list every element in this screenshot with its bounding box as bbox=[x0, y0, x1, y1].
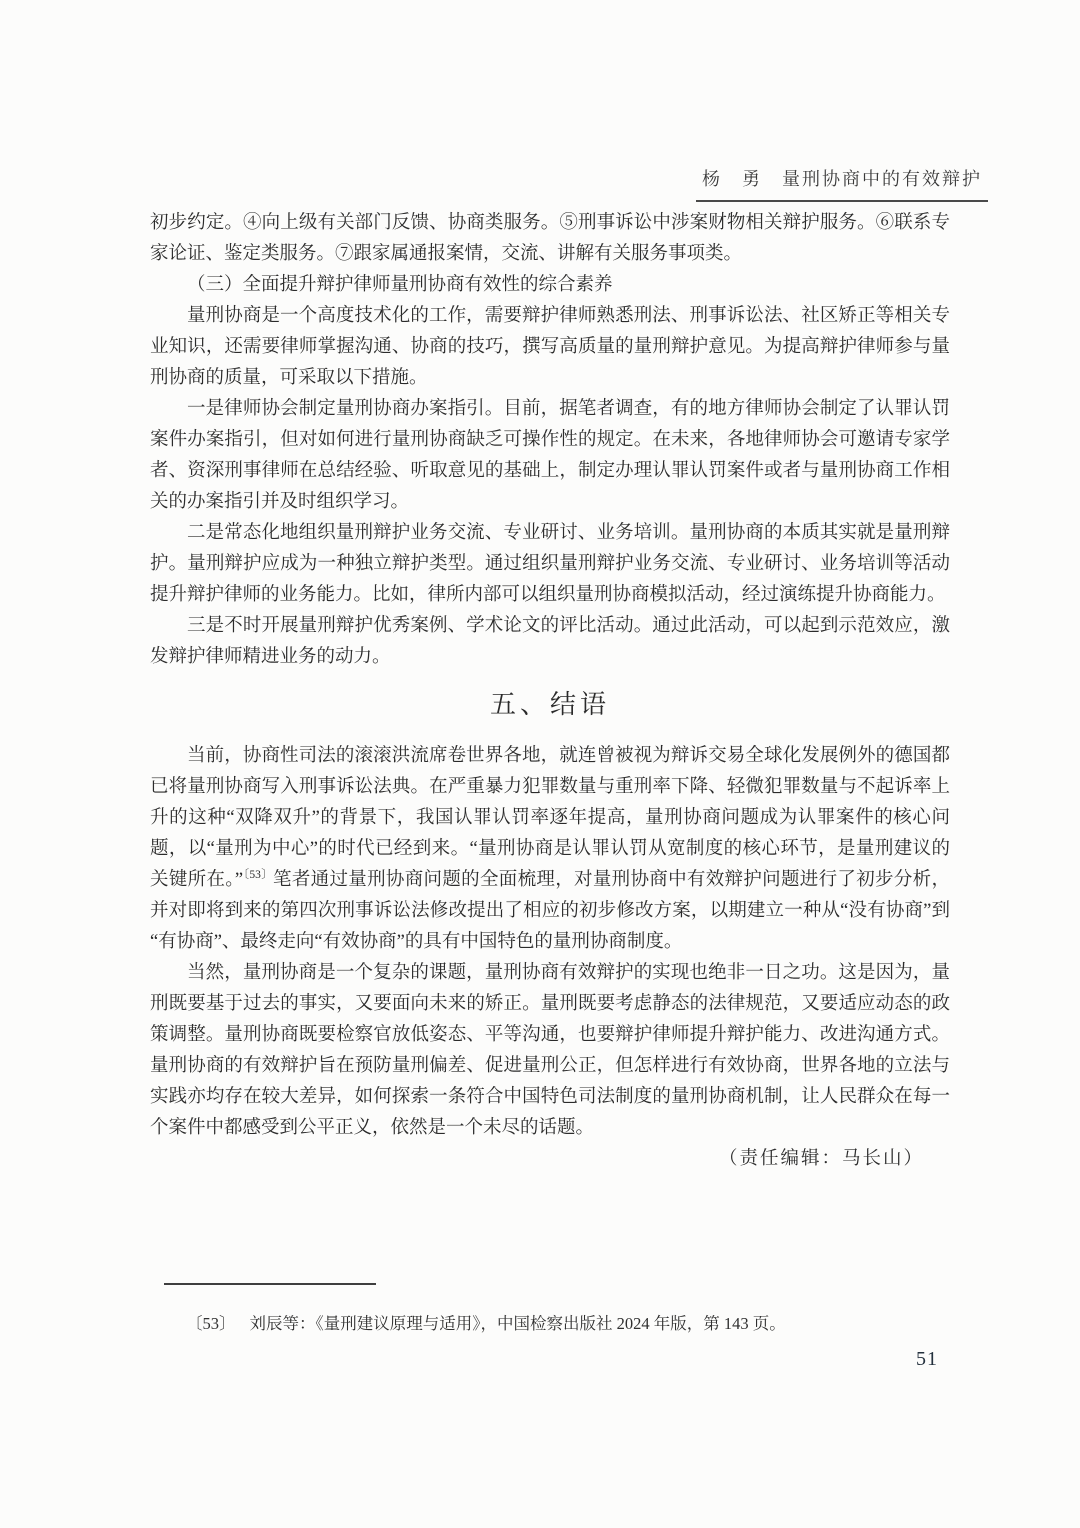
paragraph-measure-2: 二是常态化地组织量刑辩护业务交流、专业研讨、业务培训。量刑协商的本质其实就是量刑辩护。量刑辩护应成为一种独立辩护类型。通过组织量刑辩护业务交流、专业研讨、业务培训等活动提升辩护律师的业务能力。比如，律所内部可以组织量刑协商模拟活动，经过演练提升协商能力。 bbox=[150, 523, 950, 605]
footnote-separator-rule bbox=[164, 1283, 376, 1285]
footnote-53-marker: 〔53〕 bbox=[186, 1314, 236, 1333]
conclusion-1-text-b: 笔者通过量刑协商问题的全面梳理，对量刑协商中有效辩护问题进行了初步分析，并对即将到来的第四次刑事诉讼法修改提出了相应的初步修改方案，以期建立一种从“没有协商”到“有协商”、最终走向“有效协商”的具有中国特色的量刑协商制度。 bbox=[150, 870, 951, 952]
paragraph-measure-3: 三是不时开展量刑辩护优秀案例、学术论文的评比活动。通过此活动，可以起到示范效应，激发辩护律师精进业务的动力。 bbox=[150, 616, 950, 667]
subsection-heading-3: （三）全面提升辩护律师量刑协商有效性的综合素养 bbox=[187, 275, 613, 295]
running-head bbox=[696, 165, 988, 202]
paragraph-conclusion-2: 当然，量刑协商是一个复杂的课题，量刑协商有效辩护的实现也绝非一日之功。这是因为，量刑既要基于过去的事实，又要面向未来的矫正。量刑既要考虑静态的法律规范，又要适应动态的政策调整。量刑协商既要检察官放低姿态、平等沟通，也要辩护律师提升辩护能力、改进沟通方式。量刑协商的有效辩护旨在预防量刑偏差、促进量刑公正，但怎样进行有效协商，世界各地的立法与实践亦均存在较大差异，如何探索一条符合中国特色司法制度的量刑协商机制，让人民群众在每一个案件中都感受到公平正义，依然是一个未尽的话题。 bbox=[150, 963, 950, 1138]
paragraph-conclusion-1 bbox=[150, 741, 950, 958]
footnote-53 bbox=[150, 1311, 950, 1337]
running-head-title: 量刑协商中的有效辩护 bbox=[782, 169, 982, 189]
running-head-author: 杨 勇 bbox=[702, 169, 762, 189]
paragraph-measure-1: 一是律师协会制定量刑协商办案指引。目前，据笔者调查，有的地方律师协会制定了认罪认罚案件办案指引，但对如何进行量刑协商缺乏可操作性的规定。在未来，各地律师协会可邀请专家学者、资深刑事律师在总结经验、听取意见的基础上，制定办理认罪认罚案件或者与量刑协商工作相关的办案指引并及时组织学习。 bbox=[150, 399, 950, 512]
footnote-block bbox=[150, 1283, 950, 1337]
article-body bbox=[150, 208, 950, 1175]
page-number: 51 bbox=[916, 1348, 938, 1370]
editor-note: （责任编辑：马长山） bbox=[718, 1149, 924, 1169]
footnote-53-text: 刘辰等：《量刑建议原理与适用》，中国检察出版社 2024 年版，第 143 页。 bbox=[249, 1314, 786, 1333]
paragraph-intro: 量刑协商是一个高度技术化的工作，需要辩护律师熟悉刑法、刑事诉讼法、社区矫正等相关专业知识，还需要律师掌握沟通、协商的技巧，撰写高质量的量刑辩护意见。为提高辩护律师参与量刑协商的质量，可采取以下措施。 bbox=[150, 306, 950, 388]
section-heading-conclusion: 五、结语 bbox=[489, 690, 610, 719]
paragraph-continuation: 初步约定。④向上级有关部门反馈、协商类服务。⑤刑事诉讼中涉案财物相关辩护服务。⑥联系专家论证、鉴定类服务。⑦跟家属通报案情，交流、讲解有关服务事项类。 bbox=[150, 213, 950, 264]
footnote-ref-53: 〔53〕 bbox=[243, 868, 274, 881]
conclusion-1-text-a: 当前，协商性司法的滚滚洪流席卷世界各地，就连曾被视为辩诉交易全球化发展例外的德国都已将量刑协商写入刑事诉讼法典。在严重暴力犯罪数量与重刑率下降、轻微犯罪数量与不起诉率上升的这种“双降双升”的背景下，我国认罪认罚率逐年提高，量刑协商问题成为认罪案件的核心问题，以“量刑为中心”的时代已经到来。“量刑协商是认罪认罚从宽制度的核心环节，是量刑建议的关键所在。” bbox=[150, 746, 950, 890]
